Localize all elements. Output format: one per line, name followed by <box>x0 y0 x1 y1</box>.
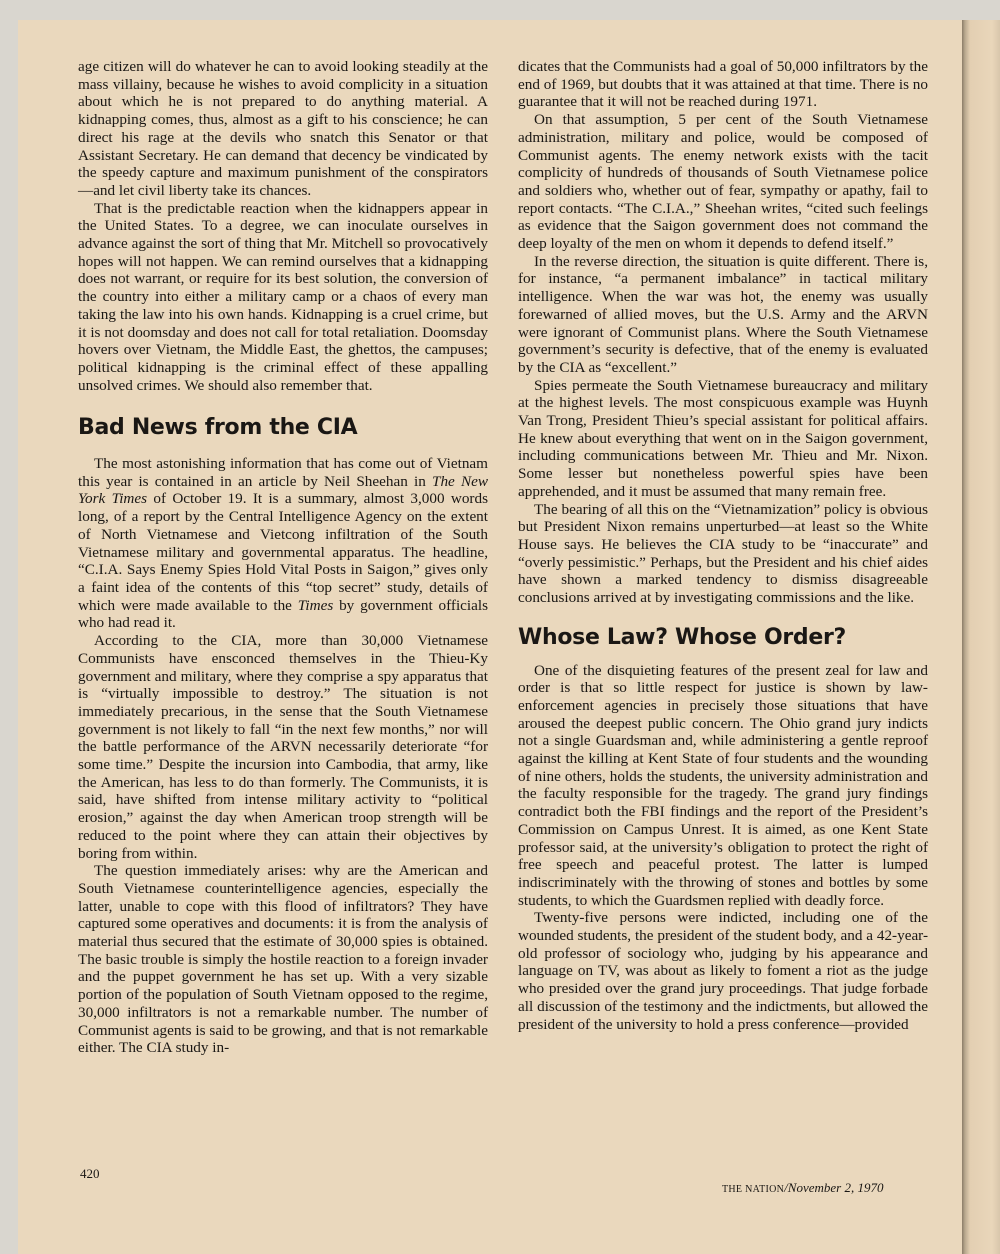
paragraph: One of the disquieting features of the present zeal for law and order is that so little respect for justice is shown by law-enforcement agencies in precisely those situations that have aroused the deepest public concern. The Ohio grand jury indicts not a single Guardsman and, while administering a gentle reproof against the killing at Kent State of four students and the wounding of nine others, holds the students, the university administration and the faculty responsible for the tragedy. The grand jury findings contradict both the FBI findings and the report of the President’s Commission on Campus Unrest. It is aimed, as one Kent State professor said, at the university’s obligation to protect the right of free speech and peaceful protest. The latter is lumped indiscriminately with the throwing of stones and bottles by some students, to which the Guardsmen replied with deadly force. <box>518 661 928 909</box>
paragraph: Spies permeate the South Vietnamese bureaucracy and military at the highest levels. The most conspicuous example was Huynh Van Trong, President Thieu’s special assistant for political affairs. He knew about everything that went on in the Saigon government, including communications between Mr. Thieu and Mr. Nixon. Some lesser but nonetheless powerful spies have been apprehended, and it must be assumed that many remain free. <box>518 376 928 500</box>
text-run: by government officials who had read it. <box>78 596 488 632</box>
section-heading-law-order: Whose Law? Whose Order? <box>518 624 846 650</box>
paragraph: The question immediately arises: why are the American and South Vietnamese counterintelligence agencies, especially the latter, unable to cope with this flood of infiltrators? They have captured some operatives and documents: it is from the analysis of material thus secured that the estimate of 30,000 spies is obtained. The basic trouble is simply the hostile reaction to a foreign invader and the puppet government he has set up. With a very sizable portion of the population of South Vietnam opposed to the regime, 30,000 infiltrators is not a remarkable number. The number of Communist agents is said to be growing, and that is not remarkable either. The CIA study in- <box>78 862 488 1057</box>
section-heading-cia: Bad News from the CIA <box>78 415 358 441</box>
text-run: The most astonishing information that has come out of Vietnam this year is contained in an article by Neil Sheehan in <box>78 455 488 490</box>
paragraph: The bearing of all this on the “Vietnamization” policy is obvious but President Nixon remains unperturbed—at least so the White House says. He believes the CIA study to be “inaccurate” and “overly pessimistic.” Perhaps, but the President and his chief aides have shown a marked tendency to dismiss disagreeable conclusions arrived at by investigating commissions and the like. <box>518 500 928 607</box>
publication-title: The New York Times <box>78 472 488 508</box>
scan-background <box>0 0 1000 20</box>
paragraph: On that assumption, 5 per cent of the South Vietnamese administration, military and police, would be composed of Communist agents. The enemy network exists with the tacit complicity of hundreds of thousands of South Vietnamese police and soldiers who, whether out of fear, sympathy or apathy, fail to report contacts. “The C.I.A.,” Sheehan writes, “cited such feelings as evidence that the Saigon government does not command the deep loyalty of the men on whom it depends to defend itself.” <box>518 111 928 253</box>
issue-date: /November 2, 1970 <box>784 1180 884 1195</box>
text-run: of October 19. It is a summary, almost 3,000 words long, of a report by the Central Intelligence Agency on the extent of North Vietnamese and Vietcong infiltration of the South Vietnamese military and governmental apparatus. The headline, “C.I.A. Says Enemy Spies Hold Vital Posts in Saigon,” gives only a faint idea of the contents of this “top secret” study, details of which were made available to the <box>78 490 488 614</box>
magazine-name: THE NATION <box>722 1184 785 1195</box>
paragraph: age citizen will do whatever he can to avoid looking steadily at the mass villainy, because he wishes to avoid complicity in a situation about which he is not prepared to do anything material. A kidnapping comes, thus, almost as a gift to his conscience; he can direct his rage at the devils who snatch this Senator or that Assistant Secretary. He can demand that decency be vindicated by the speedy capture and maximum punishment of the conspirators—and let civil liberty take its chances. <box>78 58 488 199</box>
paragraph <box>78 455 488 632</box>
paragraph: According to the CIA, more than 30,000 Vietnamese Communists have ensconced themselves in the Thieu-Ky government and military, where they comprise a spy apparatus that is “virtually impossible to destroy.” The situation is not immediately precarious, in the sense that the South Vietnamese government is not likely to fall “in the next few months,” nor will the battle performance of the ARVN necessarily deteriorate “for some time.” Despite the incursion into Cambodia, that army, like the American, has less to do than formerly. The Communists, it is said, have shifted from intense military activity to “political erosion,” against the day when American troop strength will be reduced to the point where they can attain their objectives by boring from within. <box>78 632 488 862</box>
running-footer <box>722 1180 883 1196</box>
adjacent-page-edge <box>962 20 1000 1254</box>
left-column <box>78 58 488 1057</box>
paragraph: Twenty-five persons were indicted, including one of the wounded students, the president of the student body, and a 42-year-old professor of sociology who, judging by his appearance and language on TV, was about as likely to foment a riot as the judge who presided over the grand jury proceedings. That judge forbade all discussion of the testimony and the indictments, but allowed the president of the university to hold a press conference—provided <box>518 909 928 1033</box>
page-number: 420 <box>80 1166 100 1181</box>
paragraph: That is the predictable reaction when the kidnappers appear in the United States. To a degree, we can inoculate ourselves in advance against the sort of thing that Mr. Mitchell so provocatively hopes will not happen. We can remind ourselves that a kidnapping does not warrant, or require for its best solution, the conversion of the country into either a military camp or a chaos of every man taking the law into his own hands. Kidnapping is a cruel crime, but it is not doomsday and does not call for total retaliation. Doomsday hovers over Vietnam, the Middle East, the ghettos, the campuses; political kidnapping is the criminal effect of these appalling unsolved crimes. We should also remember that. <box>78 199 488 394</box>
paragraph: In the reverse direction, the situation is quite different. There is, for instance, “a permanent imbalance” in tactical military intelligence. When the war was hot, the enemy was usually forewarned of allied moves, but the U.S. Army and the ARVN were ignorant of Communist plans. Where the South Vietnamese government’s security is defective, that of the enemy is evaluated by the CIA as “excellent.” <box>518 252 928 376</box>
right-column <box>518 58 928 1033</box>
publication-title: Times <box>297 596 334 614</box>
paragraph: dicates that the Communists had a goal of 50,000 infiltrators by the end of 1969, but doubts that it was attained at that time. There is no guarantee that it will not be reached during 1971. <box>518 58 928 111</box>
